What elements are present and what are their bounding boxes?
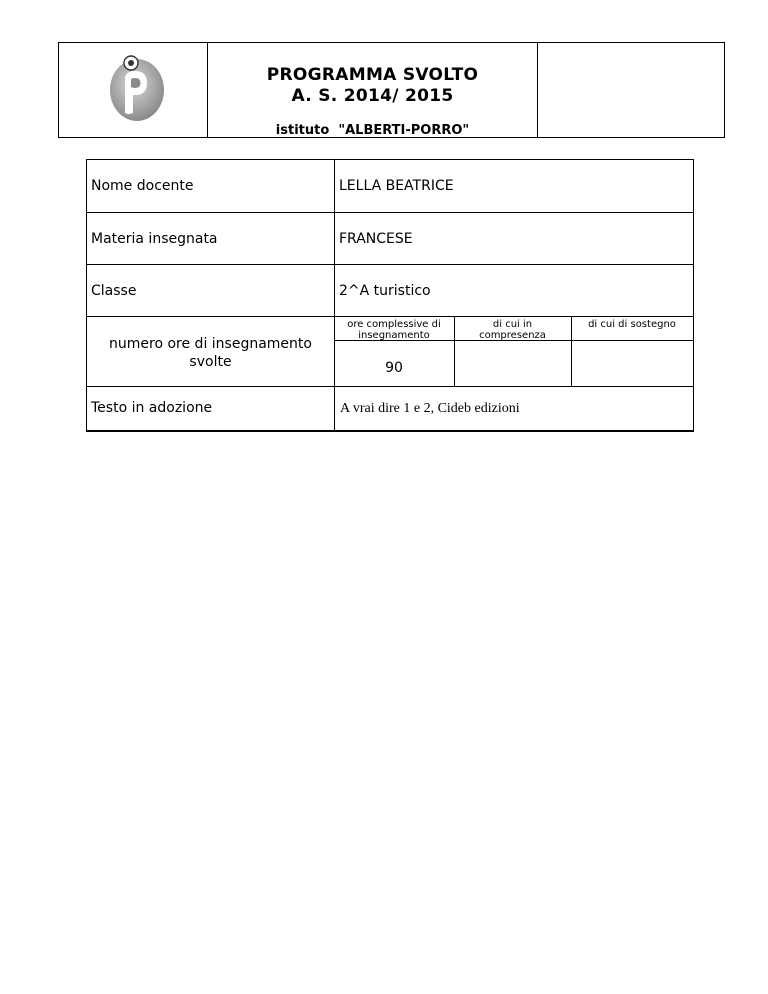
hours-copresence-header bbox=[454, 319, 571, 341]
row-divider bbox=[87, 212, 693, 213]
row-divider bbox=[87, 316, 693, 317]
subject-value: FRANCESE bbox=[339, 231, 413, 247]
hours-label bbox=[87, 335, 334, 371]
school-logo-icon bbox=[59, 43, 207, 137]
hours-copresence-header-line1: di cui in bbox=[492, 319, 533, 330]
hours-support-header: di cui di sostegno bbox=[588, 319, 676, 330]
header-box bbox=[58, 42, 725, 138]
institute-name: istituto "ALBERTI-PORRO" bbox=[275, 123, 470, 138]
hours-total-value: 90 bbox=[385, 360, 403, 376]
hours-copresence-header-line2: compresenza bbox=[479, 330, 546, 341]
textbook-label: Testo in adozione bbox=[91, 400, 213, 416]
document-title-line1: PROGRAMMA SVOLTO bbox=[266, 65, 479, 85]
hours-total-header-line1: ore complessive di bbox=[347, 319, 441, 330]
teacher-value: LELLA BEATRICE bbox=[339, 178, 454, 194]
hours-label-line1: numero ore di insegnamento bbox=[109, 336, 312, 352]
logo-cell bbox=[59, 43, 208, 137]
header-right-cell bbox=[537, 43, 724, 137]
subject-label: Materia insegnata bbox=[91, 231, 218, 247]
textbook-value: A vrai dire 1 e 2, Cideb edizioni bbox=[340, 401, 520, 416]
document-title bbox=[207, 65, 538, 107]
teacher-label: Nome docente bbox=[91, 178, 194, 194]
class-value: 2^A turistico bbox=[339, 283, 431, 299]
row-divider bbox=[87, 264, 693, 265]
column-divider bbox=[334, 160, 335, 430]
hours-total-header-line2: insegnamento bbox=[358, 330, 430, 341]
hours-label-line2: svolte bbox=[189, 354, 232, 370]
school-year: A. S. 2014/ 2015 bbox=[291, 86, 454, 106]
hours-total-header bbox=[334, 319, 454, 341]
info-table bbox=[86, 159, 694, 432]
row-divider bbox=[87, 386, 693, 387]
class-label: Classe bbox=[91, 283, 137, 299]
